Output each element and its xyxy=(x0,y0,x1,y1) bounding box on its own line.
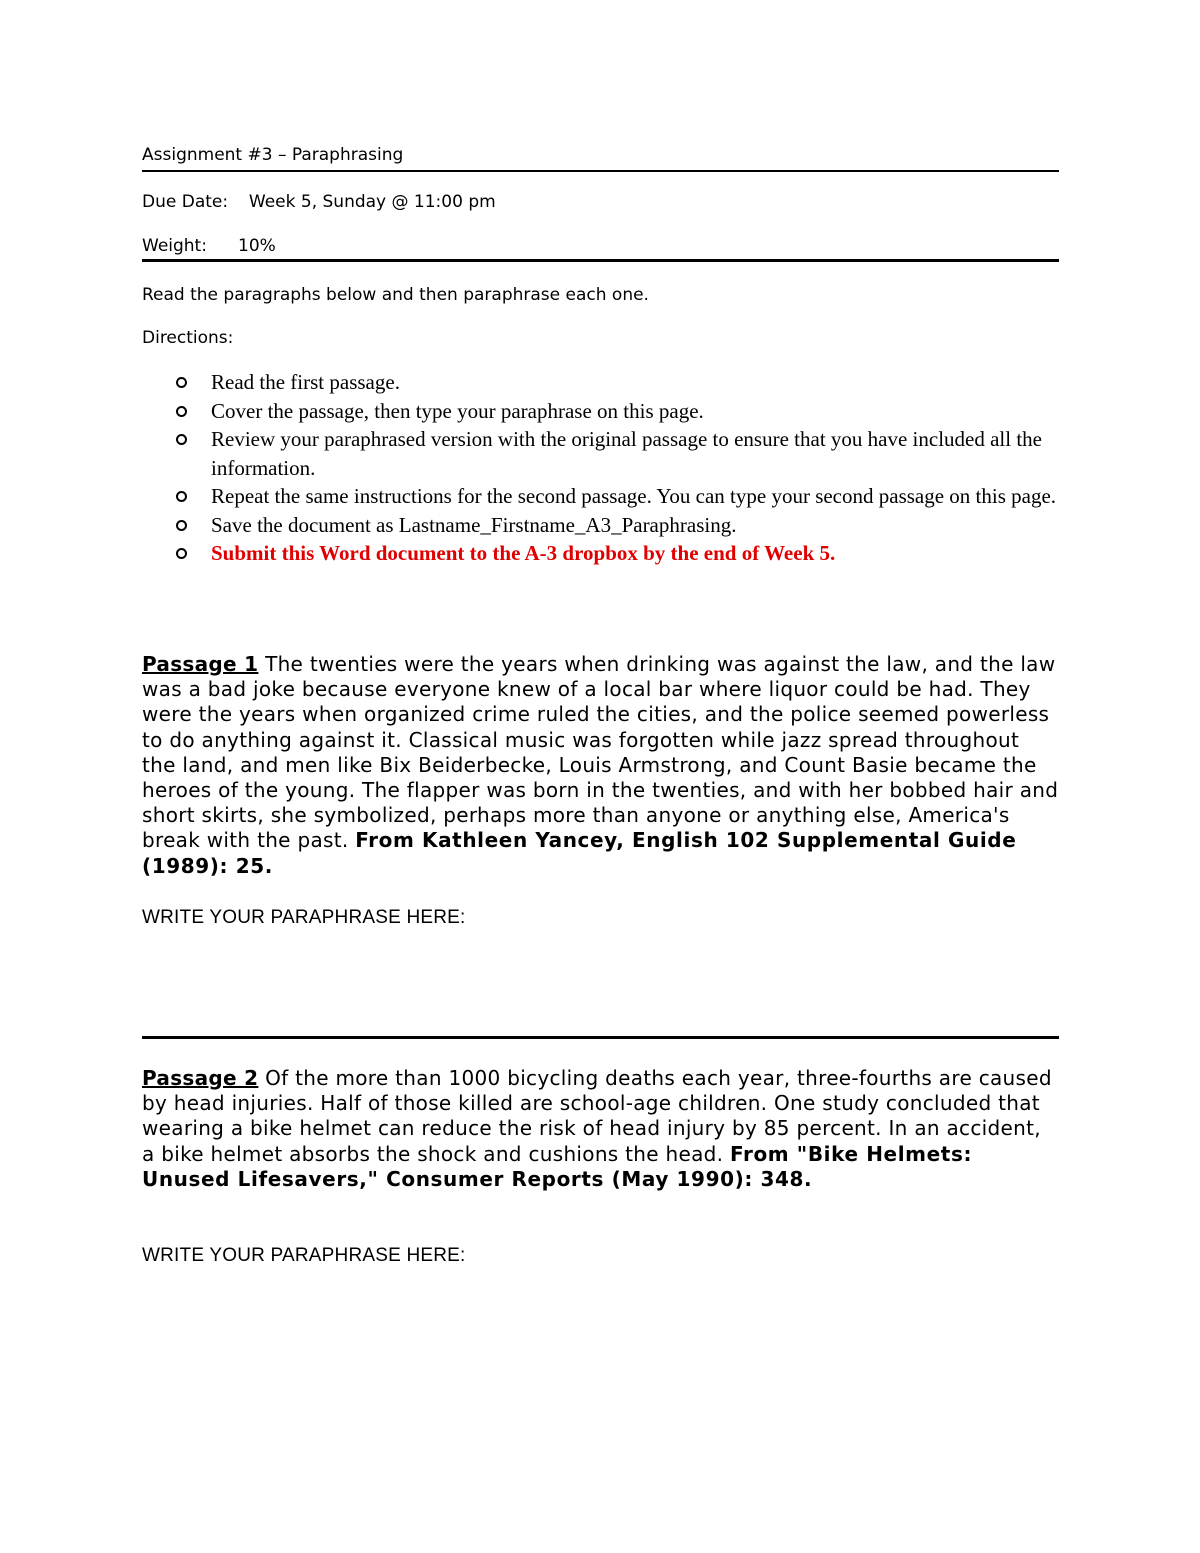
passage-1 xyxy=(142,652,1059,879)
passage-2-text: Of the more than 1000 bicycling deaths each year, three-fourths are caused by head injuries. Half of those killed are school-age children. One study concluded that wearing a bike helmet can reduce the risk of head injury by 85 percent. In an accident, a bike helmet absorbs the shock and cushions the head. xyxy=(142,1066,1052,1166)
direction-item-submit: Submit this Word document to the A-3 dropbox by the end of Week 5. xyxy=(142,539,1059,568)
intro-text: Read the paragraphs below and then paraphrase each one. xyxy=(142,285,649,305)
passage-1-source: From Kathleen Yancey, English 102 Supplemental Guide (1989): 25. xyxy=(142,828,1017,878)
direction-item: Review your paraphrased version with the original passage to ensure that you have included all the information. xyxy=(142,425,1059,482)
circle-bullet-icon xyxy=(176,434,187,445)
header-rule-bottom xyxy=(142,259,1059,262)
directions-list xyxy=(142,368,1059,568)
passage-1-title: Passage 1 xyxy=(142,652,259,676)
circle-bullet-icon xyxy=(176,377,187,388)
assignment-title: Assignment #3 – Paraphrasing xyxy=(142,145,404,165)
circle-bullet-icon xyxy=(176,548,187,559)
circle-bullet-icon xyxy=(176,491,187,502)
passage-2-source: From "Bike Helmets: Unused Lifesavers," Consumer Reports (May 1990): 348. xyxy=(142,1141,973,1191)
direction-item: Save the document as Lastname_Firstname_A3_Paraphrasing. xyxy=(142,511,1059,540)
write-prompt-2: WRITE YOUR PARAPHRASE HERE: xyxy=(142,1245,466,1266)
direction-item: Repeat the same instructions for the second passage. You can type your second passage on this page. xyxy=(142,482,1059,511)
direction-item: Read the first passage. xyxy=(142,368,1059,397)
weight-value: 10% xyxy=(238,236,276,256)
weight-label: Weight: xyxy=(142,236,207,256)
directions-label: Directions: xyxy=(142,328,234,348)
passage-2 xyxy=(142,1066,1059,1192)
circle-bullet-icon xyxy=(176,406,187,417)
due-date-line xyxy=(142,192,496,212)
weight-line xyxy=(142,236,276,256)
passage-divider xyxy=(142,1036,1059,1039)
passage-2-title: Passage 2 xyxy=(142,1066,259,1090)
direction-item: Cover the passage, then type your paraphrase on this page. xyxy=(142,397,1059,426)
due-date-value: Week 5, Sunday @ 11:00 pm xyxy=(248,192,496,212)
circle-bullet-icon xyxy=(176,520,187,531)
header-rule-top xyxy=(142,170,1059,172)
passage-1-text: The twenties were the years when drinking was against the law, and the law was a bad joke because everyone knew of a local bar where liquor could be had. They were the years when organized crime ruled the cities, and the police seemed powerless to do anything against it. Classical music was forgotten while jazz spread throughout the land, and men like Bix Beiderbecke, Louis Armstrong, and Count Basie became the heroes of the young. The flapper was born in the twenties, and with her bobbed hair and short skirts, she symbolized, perhaps more than anyone or anything else, America's break with the past. xyxy=(142,652,1059,853)
due-date-label: Due Date: xyxy=(142,192,229,212)
write-prompt-1: WRITE YOUR PARAPHRASE HERE: xyxy=(142,907,466,928)
